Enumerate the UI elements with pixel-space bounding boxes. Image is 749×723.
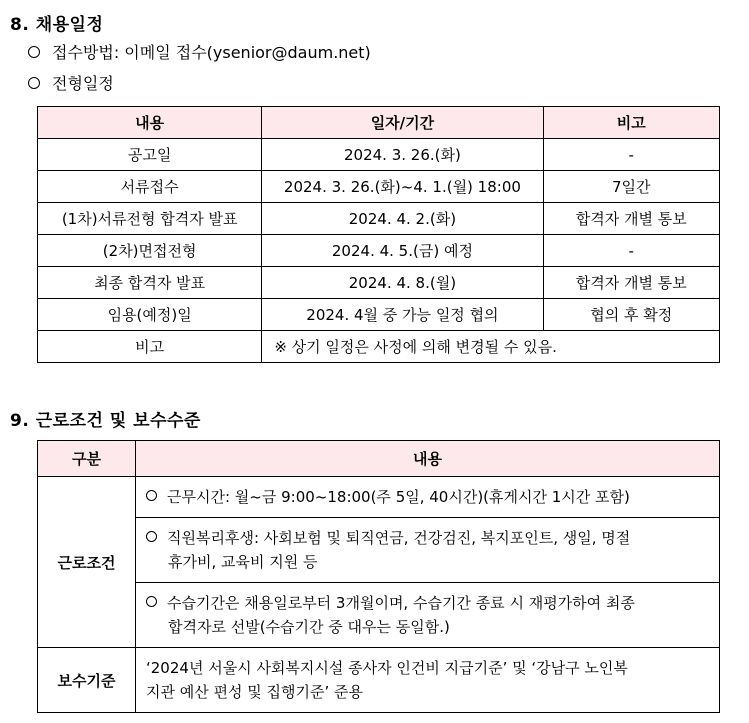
probation-text-line1: 수습기간은 채용일로부터 3개월이며, 수습기간 종료 시 재평가하여 최종 <box>167 594 635 612</box>
header-note: 비고 <box>543 107 719 139</box>
table-row <box>38 235 720 267</box>
remark-label: 비고 <box>38 331 262 363</box>
working-conditions-table <box>37 440 720 713</box>
row-date: 2024. 4. 5.(금) 예정 <box>262 235 543 267</box>
row-item: 임용(예정)일 <box>38 299 262 331</box>
row-date: 2024. 4. 2.(화) <box>262 203 543 235</box>
remark-row <box>38 331 720 363</box>
header-category: 구분 <box>38 441 136 477</box>
row-date: 2024. 3. 26.(화)~4. 1.(월) 18:00 <box>262 171 543 203</box>
table-row <box>38 267 720 299</box>
row-item: (2차)면접전형 <box>38 235 262 267</box>
application-method-text: 접수방법: 이메일 접수(ysenior@daum.net) <box>52 43 371 62</box>
conditions-header-row <box>38 441 720 477</box>
circle-bullet-icon <box>146 596 157 607</box>
row-date: 2024. 4. 8.(월) <box>262 267 543 299</box>
screening-schedule-text: 전형일정 <box>52 74 114 93</box>
pay-standard-label: 보수기준 <box>38 648 136 713</box>
work-hours-item <box>136 477 720 518</box>
work-conditions-label: 근로조건 <box>38 477 136 648</box>
probation-text-line2: 합격자로 선발(수습기간 중 대우는 동일함.) <box>168 618 450 636</box>
table-row <box>38 477 720 518</box>
welfare-item <box>136 518 720 583</box>
row-date: 2024. 3. 26.(화) <box>262 139 543 171</box>
row-item: 최종 합격자 발표 <box>38 267 262 299</box>
header-date: 일자/기간 <box>262 107 543 139</box>
circle-bullet-icon <box>146 531 157 542</box>
table-row <box>38 518 720 583</box>
schedule-table <box>37 106 720 363</box>
row-item: (1차)서류전형 합격자 발표 <box>38 203 262 235</box>
section-8-title: 8. 채용일정 <box>10 15 104 35</box>
schedule-header-row <box>38 107 720 139</box>
table-row <box>38 299 720 331</box>
row-item: 서류접수 <box>38 171 262 203</box>
table-row <box>38 648 720 713</box>
header-content: 내용 <box>136 441 720 477</box>
work-hours-text: 근무시간: 월~금 9:00~18:00(주 5일, 40시간)(휴게시간 1시간 포함) <box>167 488 630 506</box>
pay-standard-item <box>136 648 720 713</box>
table-row <box>38 583 720 648</box>
probation-item <box>136 583 720 648</box>
circle-bullet-icon <box>28 77 40 89</box>
application-method <box>28 40 371 63</box>
pay-standard-line2: 지관 예산 편성 및 집행기준’ 준용 <box>146 683 363 701</box>
row-note: - <box>543 139 719 171</box>
row-date: 2024. 4월 중 가능 일정 협의 <box>262 299 543 331</box>
row-note: 협의 후 확정 <box>543 299 719 331</box>
section-9-title: 9. 근로조건 및 보수수준 <box>10 411 201 431</box>
welfare-text-line2: 휴가비, 교육비 지원 등 <box>168 553 318 571</box>
row-note: 합격자 개별 통보 <box>543 203 719 235</box>
header-content: 내용 <box>38 107 262 139</box>
row-note: 합격자 개별 통보 <box>543 267 719 299</box>
screening-schedule <box>28 71 114 94</box>
remark-text: ※ 상기 일정은 사정에 의해 변경될 수 있음. <box>262 331 720 363</box>
pay-standard-line1: ‘2024년 서울시 사회복지시설 종사자 인건비 지급기준’ 및 ‘강남구 노인복 <box>146 659 628 677</box>
welfare-text-line1: 직원복리후생: 사회보험 및 퇴직연금, 건강검진, 복지포인트, 생일, 명절 <box>167 529 631 547</box>
table-row <box>38 171 720 203</box>
row-item: 공고일 <box>38 139 262 171</box>
table-row <box>38 203 720 235</box>
row-note: 7일간 <box>543 171 719 203</box>
circle-bullet-icon <box>28 46 40 58</box>
table-row <box>38 139 720 171</box>
row-note: - <box>543 235 719 267</box>
circle-bullet-icon <box>146 490 157 501</box>
